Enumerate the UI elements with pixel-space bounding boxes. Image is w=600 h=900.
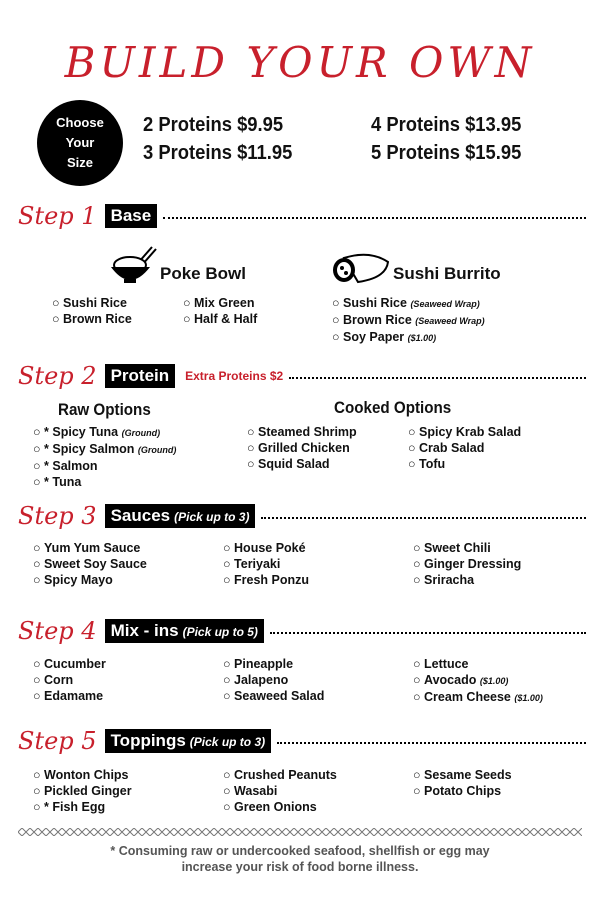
option-item[interactable]	[33, 474, 176, 490]
step-label: Step 2	[18, 362, 97, 390]
option-item[interactable]: ○ Brown Rice	[52, 311, 132, 327]
step-label: Step 5	[18, 727, 97, 755]
option-item[interactable]: ○ Crushed Peanuts	[223, 767, 337, 783]
price-4-proteins: 4 Proteins $13.95	[371, 114, 522, 136]
toppings-col-2	[223, 767, 337, 815]
raw-options-list	[33, 424, 176, 490]
option-note: ($1.00)	[407, 333, 437, 343]
poke-bowl-title: Poke Bowl	[160, 264, 246, 283]
option-item[interactable]	[33, 424, 176, 441]
option-item[interactable]: ○ Teriyaki	[223, 556, 309, 572]
step-1-header	[18, 201, 586, 231]
option-item[interactable]: ○ Sushi Rice	[52, 295, 132, 311]
step-name-text: Sauces	[110, 506, 171, 525]
extra-proteins-price: Extra Proteins $2	[185, 369, 284, 383]
option-item[interactable]: ○ Squid Salad	[247, 456, 357, 472]
dotted-divider	[277, 742, 586, 744]
option-item[interactable]: ○ * Fish Egg	[33, 799, 132, 815]
option-item[interactable]	[413, 672, 543, 689]
option-item[interactable]: ○ Mix Green	[183, 295, 257, 311]
option-item[interactable]: ○ Spicy Mayo	[33, 572, 147, 588]
option-item[interactable]	[332, 329, 485, 346]
option-label: Cream Cheese	[424, 690, 511, 704]
sauces-col-2	[223, 540, 309, 588]
poke-bowl-icon	[108, 245, 160, 287]
sushi-burrito-title: Sushi Burrito	[393, 264, 501, 283]
dotted-divider	[163, 217, 586, 219]
cooked-options-col-2	[408, 424, 521, 472]
option-item[interactable]: ○ Seaweed Salad	[223, 688, 324, 704]
mixins-col-2	[223, 656, 324, 704]
option-label: Lettuce	[424, 657, 469, 671]
step-name: Protein	[105, 364, 176, 388]
option-label: * Tuna	[44, 475, 82, 489]
option-note: (Ground)	[121, 428, 161, 438]
step-label: Step 4	[18, 617, 97, 645]
step-label: Step 1	[18, 202, 97, 230]
option-item[interactable]: ○ Wonton Chips	[33, 767, 132, 783]
step-pick-limit: (Pick up to 3)	[189, 735, 266, 749]
bowl-options-col-2	[183, 295, 257, 327]
choose-size-badge	[37, 100, 123, 186]
option-item[interactable]: ○ Corn	[33, 672, 106, 688]
option-item[interactable]: ○ Steamed Shrimp	[247, 424, 357, 440]
option-item[interactable]: ○ Wasabi	[223, 783, 337, 799]
option-item[interactable]: ○ Fresh Ponzu	[223, 572, 309, 588]
option-item[interactable]: ○ Sweet Soy Sauce	[33, 556, 147, 572]
badge-line: Your	[65, 135, 95, 150]
cooked-options-col-1	[247, 424, 357, 472]
option-item[interactable]: ○ Pickled Ginger	[33, 783, 132, 799]
step-3-header	[18, 501, 586, 531]
option-label: * Spicy Salmon	[44, 442, 135, 456]
burrito-options	[332, 295, 485, 346]
option-label: Sushi Rice	[343, 296, 407, 310]
step-5-header	[18, 726, 586, 756]
option-item[interactable]: ○ Jalapeno	[223, 672, 324, 688]
option-item[interactable]	[413, 656, 543, 672]
option-item[interactable]: ○ Spicy Krab Salad	[408, 424, 521, 440]
option-label: Brown Rice	[343, 313, 412, 327]
option-label: Avocado	[424, 673, 477, 687]
option-item[interactable]: ○ Green Onions	[223, 799, 337, 815]
step-pick-limit: (Pick up to 5)	[182, 625, 258, 639]
price-2-proteins: 2 Proteins $9.95	[143, 114, 284, 136]
option-item[interactable]: ○ Tofu	[408, 456, 521, 472]
menu-title: BUILD YOUR OWN	[64, 38, 536, 87]
badge-line: Choose	[56, 115, 104, 130]
cooked-options-title: Cooked Options	[334, 399, 452, 417]
option-item[interactable]: ○ Pineapple	[223, 656, 324, 672]
option-label: * Spicy Tuna	[44, 425, 119, 439]
option-item[interactable]: ○ Grilled Chicken	[247, 440, 357, 456]
option-item[interactable]	[332, 295, 485, 312]
option-note: ($1.00)	[514, 693, 543, 703]
option-item[interactable]: ○ Sesame Seeds	[413, 767, 512, 783]
option-item[interactable]	[33, 441, 176, 458]
option-item[interactable]: ○ Edamame	[33, 688, 106, 704]
option-item[interactable]: ○ House Poké	[223, 540, 309, 556]
price-5-proteins: 5 Proteins $15.95	[371, 142, 522, 164]
mixins-col-3	[413, 656, 543, 706]
option-item[interactable]	[33, 458, 176, 474]
step-pick-limit: (Pick up to 3)	[174, 510, 250, 524]
option-item[interactable]	[332, 312, 485, 329]
step-4-header	[18, 616, 586, 646]
step-name	[105, 729, 272, 753]
disclaimer-line: increase your risk of food borne illness.	[181, 860, 419, 874]
option-label: Soy Paper	[343, 330, 405, 344]
bowl-options-col-1	[52, 295, 132, 327]
diamond-border-divider	[18, 828, 582, 836]
option-item[interactable]: ○ Potato Chips	[413, 783, 512, 799]
disclaimer-line: * Consuming raw or undercooked seafood, shellfish or egg may	[110, 844, 490, 858]
dotted-divider	[289, 377, 586, 379]
option-label: * Salmon	[44, 459, 98, 473]
badge-line: Size	[66, 155, 93, 170]
option-note: (Seaweed Wrap)	[410, 299, 480, 309]
option-item[interactable]: ○ Yum Yum Sauce	[33, 540, 147, 556]
dotted-divider	[261, 517, 586, 519]
option-note: ($1.00)	[479, 676, 509, 686]
option-item[interactable]	[413, 689, 543, 706]
option-note: (Ground)	[137, 445, 177, 455]
sauces-col-1	[33, 540, 147, 588]
step-name-text: Toppings	[110, 731, 186, 750]
raw-food-disclaimer	[0, 843, 600, 875]
step-name: Base	[105, 204, 158, 228]
option-item[interactable]: ○ Half & Half	[183, 311, 257, 327]
option-note: (Seaweed Wrap)	[415, 316, 485, 326]
step-label: Step 3	[18, 502, 97, 530]
mixins-col-1	[33, 656, 106, 704]
toppings-col-1	[33, 767, 132, 815]
option-item[interactable]: ○ Crab Salad	[408, 440, 521, 456]
option-item[interactable]: ○ Sweet Chili	[413, 540, 521, 556]
sushi-burrito-icon	[330, 248, 392, 288]
step-name	[105, 504, 256, 528]
option-item[interactable]: ○ Ginger Dressing	[413, 556, 521, 572]
option-item[interactable]: ○ Cucumber	[33, 656, 106, 672]
sauces-col-3	[413, 540, 521, 588]
step-name-text: Mix - ins	[110, 621, 179, 640]
dotted-divider	[270, 632, 586, 634]
toppings-col-3	[413, 767, 512, 799]
price-3-proteins: 3 Proteins $11.95	[143, 142, 293, 164]
raw-options-title: Raw Options	[58, 401, 151, 419]
step-2-header	[18, 361, 586, 391]
option-item[interactable]: ○ Sriracha	[413, 572, 521, 588]
step-name	[105, 619, 264, 643]
